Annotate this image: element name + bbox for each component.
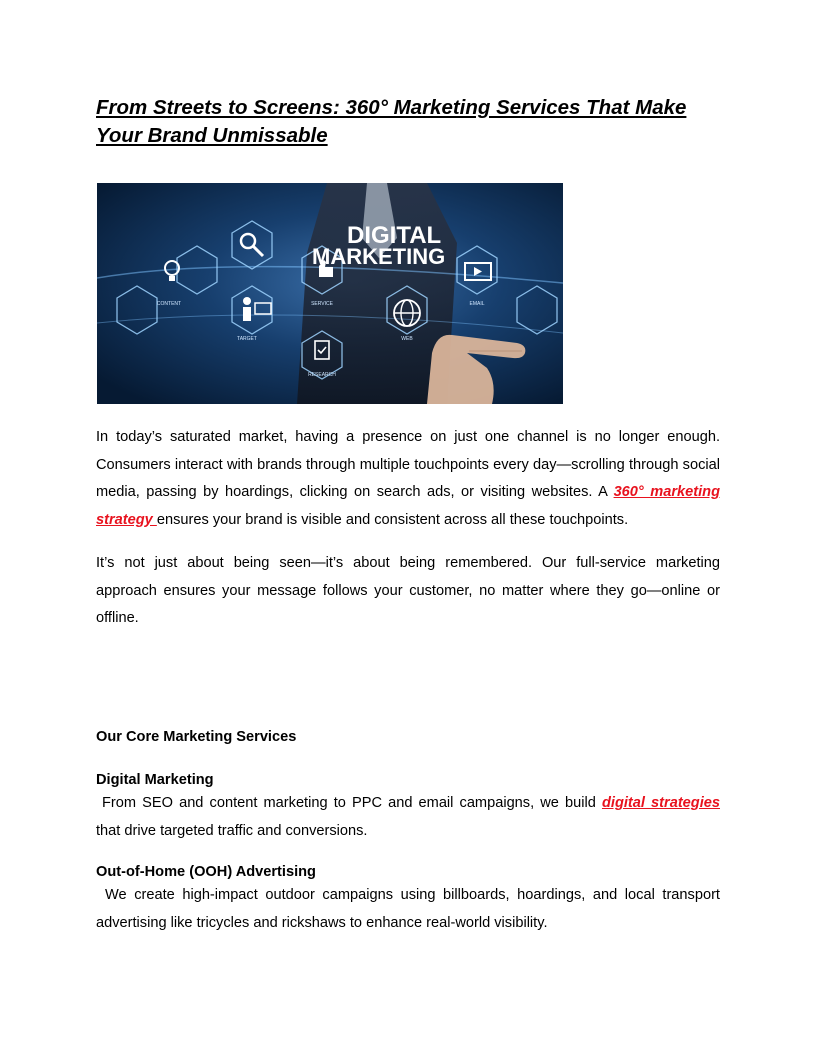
page-title: From Streets to Screens: 360° Marketing Services That Make Your Brand Unmissable: [96, 96, 687, 147]
hero-label-service: SERVICE: [311, 301, 333, 307]
ooh-advertising-body: We create high-impact outdoor campaigns using billboards, hoardings, and local transport advertising like tricycles and rickshaws to enhance real-world visibility.: [96, 887, 720, 931]
intro-paragraph-1: [96, 424, 720, 534]
services-heading: Our Core Marketing Services: [96, 729, 297, 745]
hero-label-target: TARGET: [237, 336, 257, 342]
hero-label-web: WEB: [401, 336, 413, 342]
digital-body-start: From SEO and content marketing to PPC and email campaigns, we build: [102, 795, 602, 811]
link-360-marketing-strategy[interactable]: 360° marketing strategy: [96, 484, 720, 528]
hero-label-content: CONTENT: [156, 301, 182, 307]
intro-paragraph-2: It’s not just about being seen—it’s about being remembered. Our full-service marketing approach ensures your message follows your customer, no matter where they go—online or offline.: [96, 555, 720, 626]
intro-section: [96, 424, 720, 633]
digital-marketing-heading: Digital Marketing: [96, 772, 214, 788]
hero-heading-digital: DIGITAL: [347, 222, 442, 249]
ooh-advertising-heading: Out-of-Home (OOH) Advertising: [96, 864, 316, 880]
services-section: [96, 727, 720, 937]
digital-body-end: that drive targeted traffic and conversions.: [96, 822, 368, 839]
intro-p1-text-start: In today’s saturated market, having a presence on just one channel is no longer enough. Consumers interact with brands through multiple touchpoints every day—scrolling through social media, passing by hoardings, clicking on search ads, or visiting websites. A: [96, 429, 720, 500]
hero-heading-marketing: MARKETING: [312, 244, 446, 269]
hero-label-research: RESEARCH: [308, 372, 336, 378]
digital-marketing-hero-image: [97, 183, 563, 404]
link-digital-strategies[interactable]: digital strategies: [601, 795, 720, 811]
hero-label-email: EMAIL: [469, 301, 485, 307]
digital-marketing-body: [96, 790, 720, 845]
intro-p1-text-end: ensures your brand is visible and consistent across all these touchpoints.: [156, 511, 629, 528]
